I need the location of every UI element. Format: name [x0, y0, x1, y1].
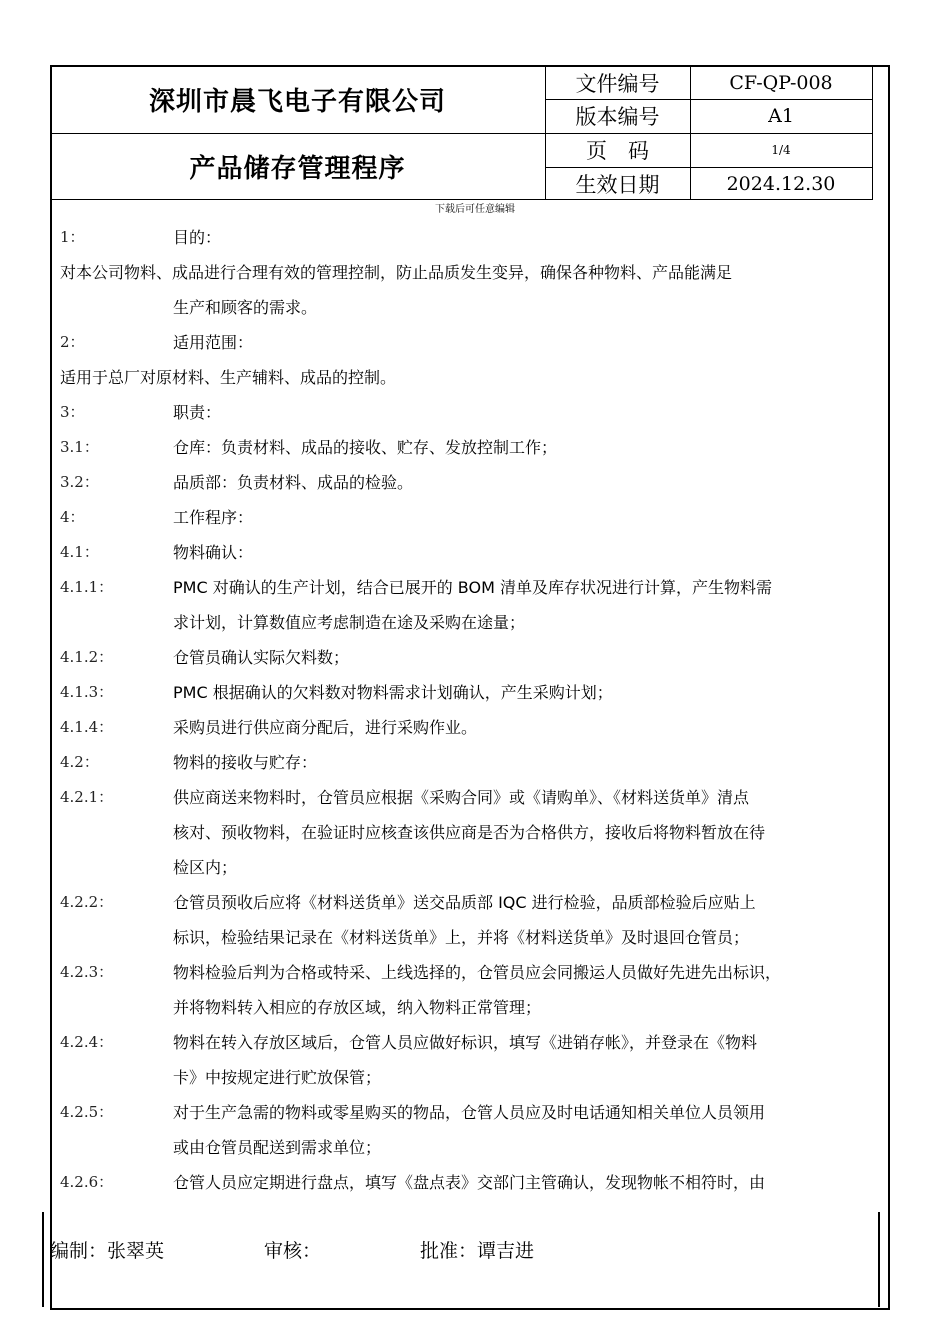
procedure-line — [60, 1060, 890, 1095]
procedure-body — [60, 220, 890, 1200]
clause-text: PMC 对确认的生产计划，结合已展开的 BOM 清单及库存状况进行计算，产生物料需 — [173, 578, 772, 597]
header-divider — [872, 65, 873, 200]
clause-number: 4.1.3： — [60, 683, 114, 701]
clause-text: 对本公司物料、成品进行合理有效的管理控制，防止品质发生变异，确保各种物料、产品能满足 — [60, 263, 733, 282]
document-title: 产品储存管理程序 — [189, 154, 406, 184]
clause-number: 4.2.4： — [60, 1033, 114, 1051]
clause-text: 品质部：负责材料、成品的检验。 — [173, 473, 414, 492]
footer-border-right — [878, 1212, 880, 1307]
procedure-line — [60, 570, 890, 605]
procedure-line — [60, 395, 890, 430]
clause-text: 仓库：负责材料、成品的接收、贮存、发放控制工作； — [173, 438, 558, 457]
procedure-line — [60, 255, 890, 290]
clause-text: 求计划，计算数值应考虑制造在途及采购在途量； — [173, 613, 526, 632]
field-value-version: A1 — [768, 105, 794, 127]
field-label-page: 页 码 — [586, 139, 649, 163]
procedure-line — [60, 500, 890, 535]
field-label-effective-date: 生效日期 — [575, 172, 660, 197]
clause-number: 4.2： — [60, 753, 99, 771]
procedure-line — [60, 430, 890, 465]
clause-number: 4.2.6： — [60, 1173, 114, 1191]
field-value-doc-number: CF-QP-008 — [729, 72, 833, 94]
procedure-line — [60, 780, 890, 815]
clause-text: 工作程序： — [173, 508, 254, 527]
clause-text: 对于生产急需的物料或零星购买的物品，仓管人员应及时电话通知相关单位人员领用 — [173, 1103, 766, 1122]
procedure-line — [60, 360, 890, 395]
clause-text: 物料检验后判为合格或特采、上线选择的，仓管员应会同搬运人员做好先进先出标识， — [173, 963, 782, 982]
clause-text: 或由仓管员配送到需求单位； — [173, 1138, 382, 1157]
procedure-line — [60, 885, 890, 920]
clause-text: 采购员进行供应商分配后，进行采购作业。 — [173, 718, 478, 737]
procedure-line — [60, 325, 890, 360]
procedure-line — [60, 290, 890, 325]
header-divider — [545, 133, 872, 134]
clause-text: 供应商送来物料时，仓管员应根据《采购合同》或《请购单》、《材料送货单》清点 — [173, 788, 750, 807]
procedure-line — [60, 465, 890, 500]
document-header — [50, 65, 890, 200]
footer-approved-by: 批准：谭吉进 — [420, 1240, 535, 1262]
clause-number: 4.2.3： — [60, 963, 114, 981]
clause-number: 4.1： — [60, 543, 99, 561]
clause-text: 物料确认： — [173, 543, 254, 562]
clause-number: 4.2.5： — [60, 1103, 114, 1121]
procedure-line — [60, 675, 890, 710]
header-divider — [545, 167, 872, 168]
clause-text: 职责： — [173, 403, 222, 422]
clause-text: 核对、预收物料，在验证时应核查该供应商是否为合格供方，接收后将物料暂放在待 — [173, 823, 766, 842]
clause-text: 仓管人员应定期进行盘点，填写《盘点表》交部门主管确认，发现物帐不相符时，由 — [173, 1173, 766, 1192]
procedure-line — [60, 815, 890, 850]
procedure-line — [60, 710, 890, 745]
clause-number: 3： — [60, 403, 85, 421]
procedure-line — [60, 850, 890, 885]
clause-text: 检区内； — [173, 858, 238, 877]
clause-number: 3.1： — [60, 438, 99, 456]
download-note: 下载后可任意编辑 — [435, 204, 515, 215]
clause-number: 3.2： — [60, 473, 99, 491]
footer-reviewed-by: 审核： — [264, 1240, 322, 1262]
procedure-line — [60, 920, 890, 955]
clause-number: 2： — [60, 333, 85, 351]
procedure-line — [60, 1025, 890, 1060]
procedure-line — [60, 1095, 890, 1130]
clause-number: 4.1.1： — [60, 578, 114, 596]
clause-number: 4.1.4： — [60, 718, 114, 736]
procedure-line — [60, 1130, 890, 1165]
procedure-line — [60, 1165, 890, 1200]
footer-prepared-by: 编制：张翠英 — [50, 1240, 165, 1262]
clause-number: 4.1.2： — [60, 648, 114, 666]
clause-text: 适用范围： — [173, 333, 254, 352]
clause-number: 4.2.2： — [60, 893, 114, 911]
clause-text: 并将物料转入相应的存放区域，纳入物料正常管理； — [173, 998, 542, 1017]
clause-text: 目的： — [173, 228, 222, 247]
field-value-effective-date: 2024.12.30 — [726, 172, 836, 195]
procedure-line — [60, 220, 890, 255]
field-label-version: 版本编号 — [575, 105, 660, 129]
company-name: 深圳市晨飞电子有限公司 — [148, 86, 446, 117]
clause-text: 仓管员确认实际欠料数； — [173, 648, 350, 667]
clause-text: 标识，检验结果记录在《材料送货单》上，并将《材料送货单》及时退回仓管员； — [173, 928, 750, 947]
clause-number: 1： — [60, 228, 85, 246]
procedure-line — [60, 605, 890, 640]
clause-text: 卡》中按规定进行贮放保管； — [173, 1068, 382, 1087]
field-value-page: 1/4 — [771, 143, 791, 157]
procedure-line — [60, 640, 890, 675]
clause-number: 4.2.1： — [60, 788, 114, 806]
clause-text: PMC 根据确认的欠料数对物料需求计划确认，产生采购计划； — [173, 683, 613, 702]
footer-border-left — [42, 1212, 44, 1307]
clause-text: 适用于总厂对原材料、生产辅料、成品的控制。 — [60, 368, 397, 387]
field-label-doc-number: 文件编号 — [575, 72, 660, 96]
header-divider — [545, 99, 872, 100]
procedure-line — [60, 535, 890, 570]
header-divider — [50, 133, 545, 134]
clause-text: 物料在转入存放区域后，仓管人员应做好标识，填写《进销存帐》，并登录在《物料 — [173, 1033, 758, 1052]
clause-number: 4： — [60, 508, 85, 526]
procedure-line — [60, 745, 890, 780]
clause-text: 物料的接收与贮存： — [173, 753, 318, 772]
procedure-line — [60, 990, 890, 1025]
procedure-line — [60, 955, 890, 990]
clause-text: 生产和顾客的需求。 — [173, 298, 318, 317]
clause-text: 仓管员预收后应将《材料送货单》送交品质部 IQC 进行检验，品质部检验后应贴上 — [173, 893, 756, 912]
